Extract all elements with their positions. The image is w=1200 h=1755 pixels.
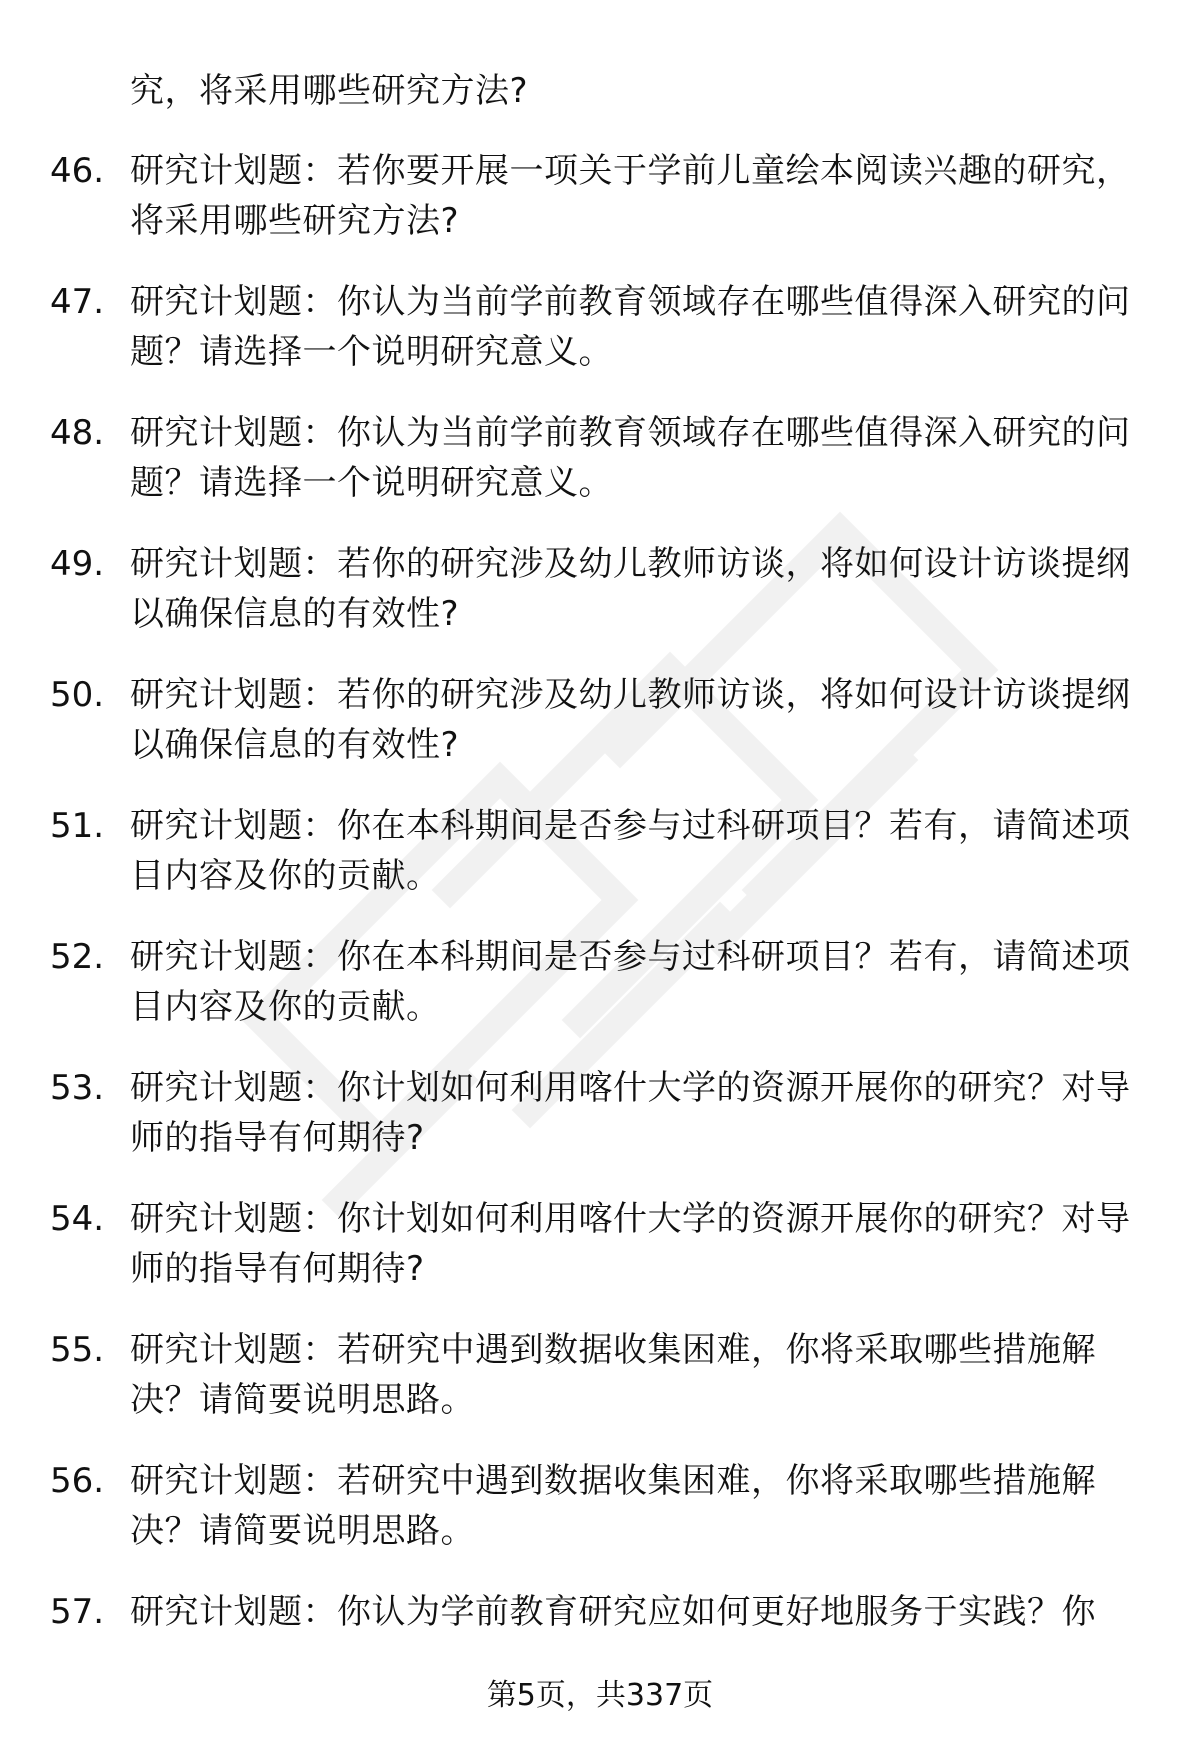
question-number: 47. bbox=[50, 282, 105, 322]
question-number: 50. bbox=[50, 675, 105, 715]
question-text: 研究计划题：若你的研究涉及幼儿教师访谈，将如何设计访谈提纲以确保信息的有效性? bbox=[130, 544, 1131, 634]
question-item bbox=[0, 277, 1200, 408]
question-number: 48. bbox=[50, 413, 105, 453]
question-text: 研究计划题：你在本科期间是否参与过科研项目？若有，请简述项目内容及你的贡献。 bbox=[130, 937, 1131, 1027]
question-item bbox=[0, 1063, 1200, 1194]
question-number: 55. bbox=[50, 1330, 105, 1370]
question-number: 49. bbox=[50, 544, 105, 584]
question-item bbox=[0, 1325, 1200, 1456]
question-item bbox=[0, 1194, 1200, 1325]
question-text: 研究计划题：你认为当前学前教育领域存在哪些值得深入研究的问题？请选择一个说明研究意义。 bbox=[130, 413, 1131, 503]
question-text: 研究计划题：若你的研究涉及幼儿教师访谈，将如何设计访谈提纲以确保信息的有效性? bbox=[130, 675, 1131, 765]
question-number: 54. bbox=[50, 1199, 105, 1239]
question-item bbox=[0, 539, 1200, 670]
question-text: 研究计划题：若研究中遇到数据收集困难，你将采取哪些措施解决？请简要说明思路。 bbox=[130, 1330, 1096, 1420]
question-number: 46. bbox=[50, 151, 105, 191]
question-text: 研究计划题：你认为当前学前教育领域存在哪些值得深入研究的问题？请选择一个说明研究意义。 bbox=[130, 282, 1131, 372]
question-item bbox=[0, 670, 1200, 801]
continuation-text: 究，将采用哪些研究方法? bbox=[130, 71, 529, 111]
question-text: 研究计划题：你计划如何利用喀什大学的资源开展你的研究？对导师的指导有何期待? bbox=[130, 1068, 1131, 1158]
question-item bbox=[0, 146, 1200, 277]
question-list bbox=[0, 146, 1200, 1718]
question-text: 研究计划题：你认为学前教育研究应如何更好地服务于实践？你 bbox=[130, 1592, 1096, 1632]
question-number: 52. bbox=[50, 937, 105, 977]
question-text: 研究计划题：你在本科期间是否参与过科研项目？若有，请简述项目内容及你的贡献。 bbox=[130, 806, 1131, 896]
question-text: 研究计划题：你计划如何利用喀什大学的资源开展你的研究？对导师的指导有何期待? bbox=[130, 1199, 1131, 1289]
question-item bbox=[0, 932, 1200, 1063]
question-item bbox=[0, 1456, 1200, 1587]
question-number: 51. bbox=[50, 806, 105, 846]
question-number: 57. bbox=[50, 1592, 105, 1632]
question-text: 研究计划题：若研究中遇到数据收集困难，你将采取哪些措施解决？请简要说明思路。 bbox=[130, 1461, 1096, 1551]
question-text: 研究计划题：若你要开展一项关于学前儿童绘本阅读兴趣的研究，将采用哪些研究方法? bbox=[130, 151, 1131, 241]
question-item bbox=[0, 408, 1200, 539]
question-item bbox=[0, 801, 1200, 932]
question-number: 56. bbox=[50, 1461, 105, 1501]
question-number: 53. bbox=[50, 1068, 105, 1108]
page-footer: 第5页，共337页 bbox=[486, 1678, 714, 1713]
